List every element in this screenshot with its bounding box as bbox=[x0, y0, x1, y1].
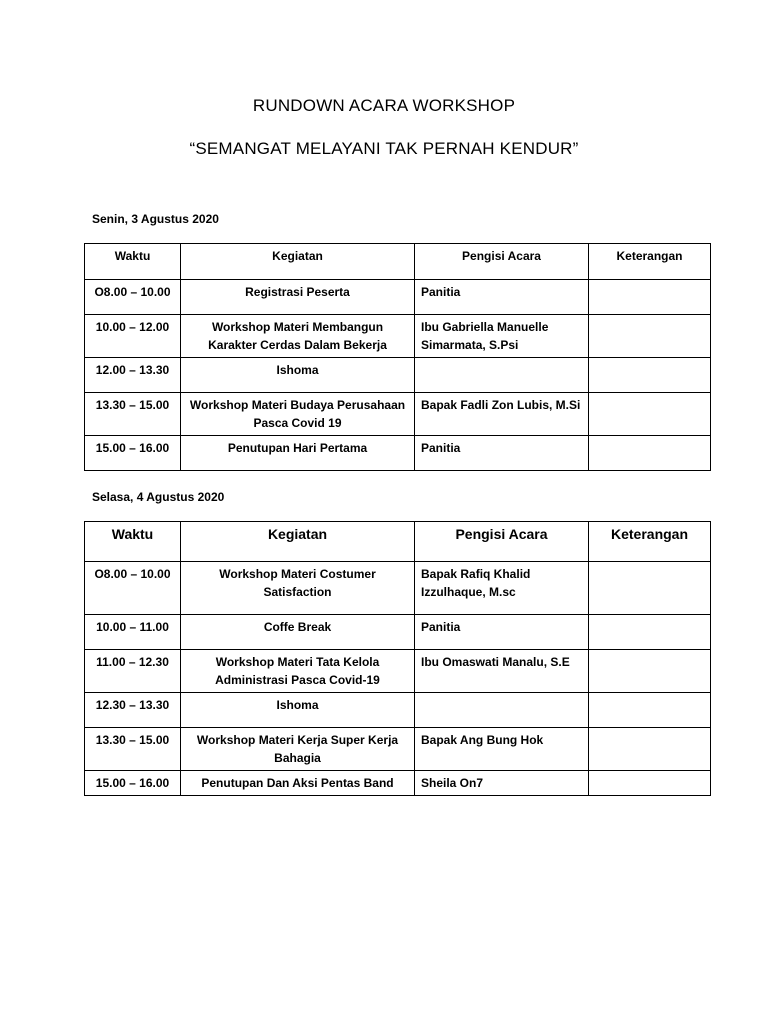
cell-pengisi-acara bbox=[415, 358, 589, 393]
table-row bbox=[85, 358, 711, 393]
cell-pengisi-acara: Panitia bbox=[415, 615, 589, 650]
cell-kegiatan: Workshop Materi Budaya Perusahaan Pasca Covid 19 bbox=[181, 393, 415, 436]
cell-waktu: 12.30 – 13.30 bbox=[85, 693, 181, 728]
cell-keterangan bbox=[589, 728, 711, 771]
cell-kegiatan: Registrasi Peserta bbox=[181, 280, 415, 315]
cell-keterangan bbox=[589, 315, 711, 358]
table-row bbox=[85, 650, 711, 693]
cell-keterangan bbox=[589, 615, 711, 650]
header-kegiatan: Kegiatan bbox=[181, 244, 415, 280]
table-row bbox=[85, 315, 711, 358]
header-waktu: Waktu bbox=[85, 522, 181, 562]
header-kegiatan: Kegiatan bbox=[181, 522, 415, 562]
day-label-monday: Senin, 3 Agustus 2020 bbox=[92, 212, 219, 226]
day-label-tuesday: Selasa, 4 Agustus 2020 bbox=[92, 490, 225, 504]
table-header-row bbox=[85, 244, 711, 280]
header-pengisi-acara: Pengisi Acara bbox=[415, 522, 589, 562]
cell-pengisi-acara: Bapak Rafiq Khalid Izzulhaque, M.sc bbox=[415, 562, 589, 615]
cell-waktu: 15.00 – 16.00 bbox=[85, 436, 181, 471]
cell-waktu: 12.00 – 13.30 bbox=[85, 358, 181, 393]
cell-kegiatan: Ishoma bbox=[181, 358, 415, 393]
cell-keterangan bbox=[589, 393, 711, 436]
cell-pengisi-acara: Ibu Omaswati Manalu, S.E bbox=[415, 650, 589, 693]
table-row bbox=[85, 693, 711, 728]
header-keterangan: Keterangan bbox=[589, 244, 711, 280]
cell-waktu: O8.00 – 10.00 bbox=[85, 280, 181, 315]
cell-waktu: 15.00 – 16.00 bbox=[85, 771, 181, 796]
cell-waktu: O8.00 – 10.00 bbox=[85, 562, 181, 615]
cell-kegiatan: Penutupan Hari Pertama bbox=[181, 436, 415, 471]
table-row bbox=[85, 615, 711, 650]
table-row bbox=[85, 728, 711, 771]
cell-kegiatan: Penutupan Dan Aksi Pentas Band bbox=[181, 771, 415, 796]
header-pengisi-acara: Pengisi Acara bbox=[415, 244, 589, 280]
cell-waktu: 13.30 – 15.00 bbox=[85, 393, 181, 436]
cell-kegiatan: Workshop Materi Tata Kelola Administrasi Pasca Covid-19 bbox=[181, 650, 415, 693]
cell-keterangan bbox=[589, 358, 711, 393]
table-row bbox=[85, 562, 711, 615]
cell-waktu: 10.00 – 11.00 bbox=[85, 615, 181, 650]
cell-pengisi-acara: Bapak Fadli Zon Lubis, M.Si bbox=[415, 393, 589, 436]
cell-keterangan bbox=[589, 650, 711, 693]
cell-pengisi-acara: Ibu Gabriella Manuelle Simarmata, S.Psi bbox=[415, 315, 589, 358]
cell-pengisi-acara: Panitia bbox=[415, 436, 589, 471]
cell-pengisi-acara: Sheila On7 bbox=[415, 771, 589, 796]
table-row bbox=[85, 436, 711, 471]
cell-keterangan bbox=[589, 562, 711, 615]
cell-waktu: 10.00 – 12.00 bbox=[85, 315, 181, 358]
cell-waktu: 11.00 – 12.30 bbox=[85, 650, 181, 693]
header-keterangan: Keterangan bbox=[589, 522, 711, 562]
table-row bbox=[85, 771, 711, 796]
cell-kegiatan: Coffe Break bbox=[181, 615, 415, 650]
cell-keterangan bbox=[589, 436, 711, 471]
cell-kegiatan: Workshop Materi Costumer Satisfaction bbox=[181, 562, 415, 615]
cell-kegiatan: Ishoma bbox=[181, 693, 415, 728]
cell-keterangan bbox=[589, 280, 711, 315]
document-subtitle: “SEMANGAT MELAYANI TAK PERNAH KENDUR” bbox=[189, 139, 579, 158]
table-row bbox=[85, 393, 711, 436]
cell-keterangan bbox=[589, 771, 711, 796]
table-header-row bbox=[85, 522, 711, 562]
schedule-table-tuesday bbox=[84, 521, 711, 796]
cell-keterangan bbox=[589, 693, 711, 728]
cell-kegiatan: Workshop Materi Kerja Super Kerja Bahagia bbox=[181, 728, 415, 771]
cell-pengisi-acara: Bapak Ang Bung Hok bbox=[415, 728, 589, 771]
cell-waktu: 13.30 – 15.00 bbox=[85, 728, 181, 771]
cell-pengisi-acara bbox=[415, 693, 589, 728]
schedule-table-monday bbox=[84, 243, 711, 471]
document-title: RUNDOWN ACARA WORKSHOP bbox=[252, 96, 516, 115]
header-waktu: Waktu bbox=[85, 244, 181, 280]
cell-pengisi-acara: Panitia bbox=[415, 280, 589, 315]
table-row bbox=[85, 280, 711, 315]
cell-kegiatan: Workshop Materi Membangun Karakter Cerdas Dalam Bekerja bbox=[181, 315, 415, 358]
